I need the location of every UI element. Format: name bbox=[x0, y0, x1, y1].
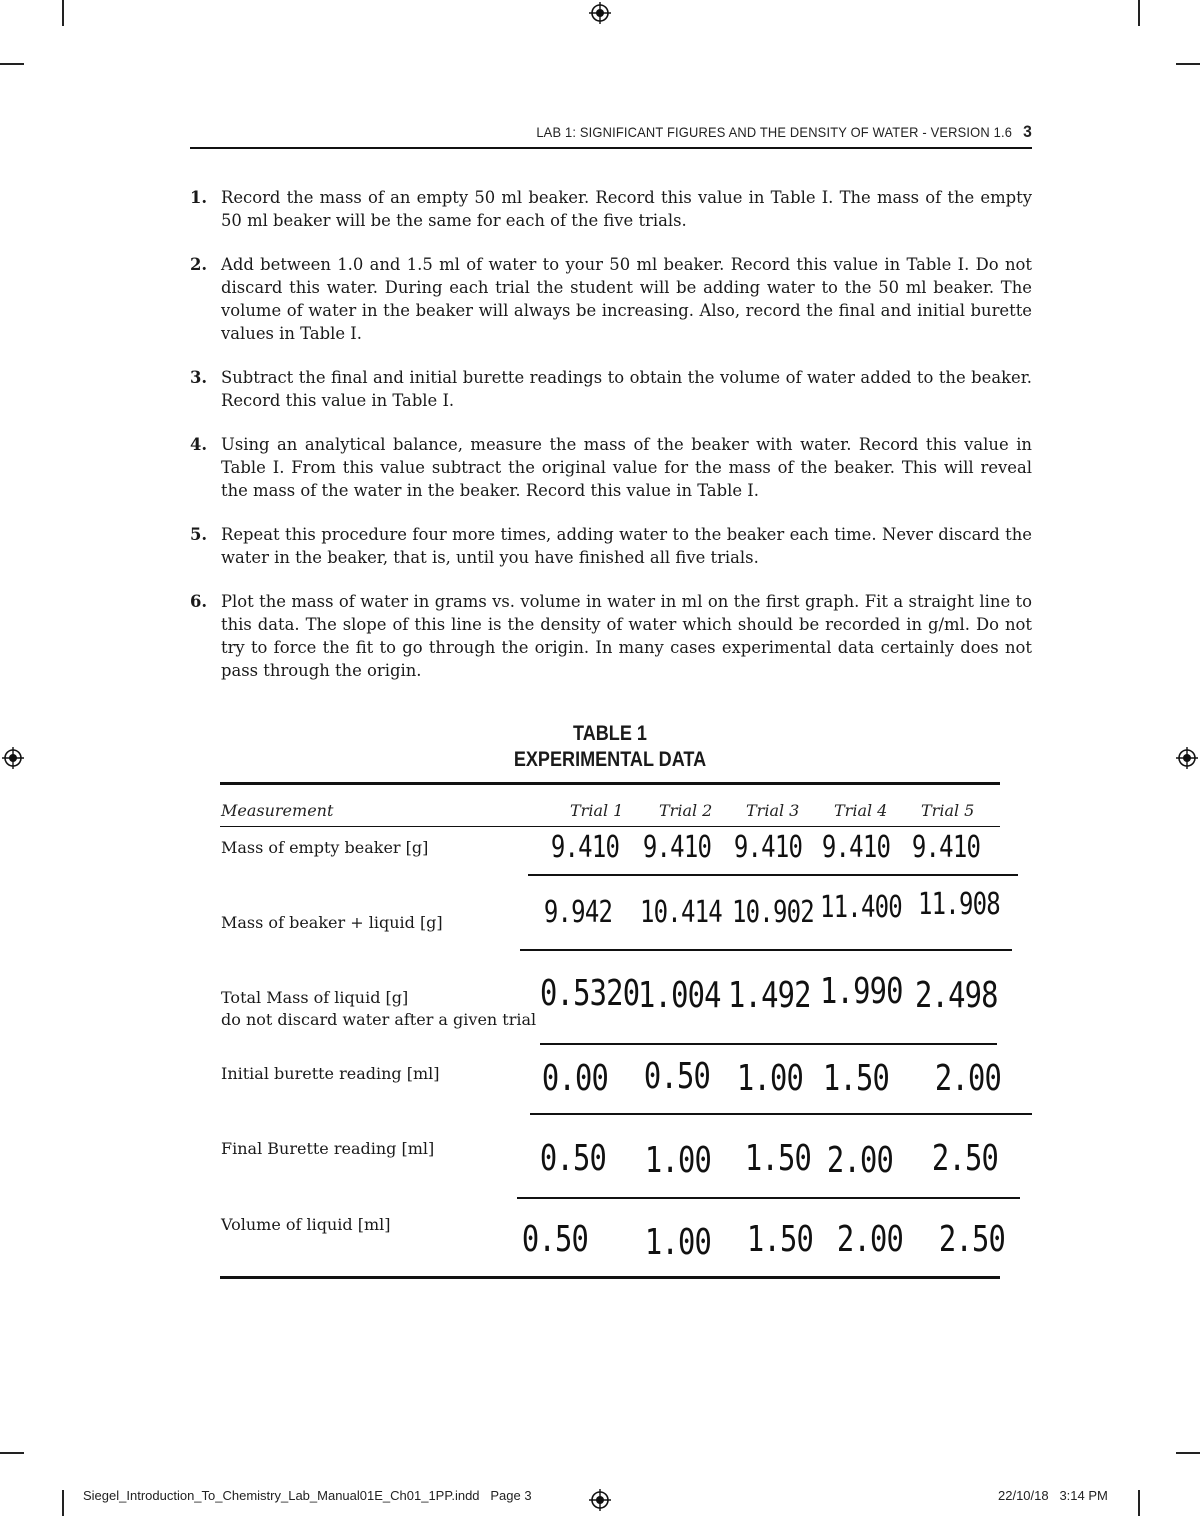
step-text: Record the mass of an empty 50 ml beaker. Record this value in Table I. The mass of the empty 50 ml beaker will be the same for each of the five trials. bbox=[221, 188, 1032, 230]
step-text: Add between 1.0 and 1.5 ml of water to your 50 ml beaker. Record this value in Table I. Do not discard this water. During each trial the student will be adding water to the 50 ml beaker. The volume of water in the beaker will always be increasing. Also, record the final and initial burette values in Table I. bbox=[221, 255, 1032, 343]
table-cell-value: 10.902 bbox=[732, 895, 814, 930]
page-number: 3 bbox=[1023, 122, 1032, 141]
table-cell-value: 0.50 bbox=[521, 1219, 589, 1260]
step-number: 5. bbox=[190, 525, 208, 544]
procedure-step bbox=[190, 523, 1032, 569]
row-label: Mass of empty beaker [g] bbox=[221, 838, 429, 857]
registration-mark-icon bbox=[2, 747, 24, 769]
procedure-list bbox=[190, 186, 1032, 703]
table-top-rule bbox=[220, 782, 1000, 785]
table-cell-value: 1.00 bbox=[644, 1222, 712, 1263]
column-header-trial-5: Trial 5 bbox=[921, 801, 975, 820]
step-number: 3. bbox=[190, 368, 208, 387]
table-cell-value: 1.00 bbox=[644, 1140, 712, 1181]
crop-mark bbox=[1138, 1490, 1140, 1516]
table-cell-value: 9.942 bbox=[543, 895, 613, 930]
table-subtitle: EXPERIMENTAL DATA bbox=[513, 748, 707, 771]
table-cell-value: 0.00 bbox=[541, 1058, 609, 1099]
row-rule bbox=[540, 1043, 997, 1045]
column-header-trial-1: Trial 1 bbox=[570, 801, 624, 820]
table-cell-value: 1.990 bbox=[820, 971, 903, 1012]
crop-mark bbox=[62, 1490, 64, 1516]
step-number: 2. bbox=[190, 255, 208, 274]
step-text: Subtract the final and initial burette readings to obtain the volume of water added to the beaker. Record this value in Table I. bbox=[221, 368, 1032, 410]
crop-mark bbox=[1176, 1452, 1200, 1454]
table-title: TABLE 1 bbox=[573, 722, 647, 745]
table-cell-value: 2.498 bbox=[915, 975, 998, 1016]
table-cell-value: 2.00 bbox=[826, 1140, 894, 1181]
crop-mark bbox=[62, 0, 64, 26]
table-cell-value: 9.410 bbox=[642, 830, 712, 865]
step-number: 4. bbox=[190, 435, 208, 454]
row-label: Volume of liquid [ml] bbox=[221, 1215, 391, 1234]
table-bottom-rule bbox=[220, 1276, 1000, 1279]
row-label: Initial burette reading [ml] bbox=[221, 1064, 440, 1083]
table-cell-value: 2.50 bbox=[938, 1219, 1006, 1260]
registration-mark-icon bbox=[589, 2, 611, 24]
column-header-trial-4: Trial 4 bbox=[834, 801, 888, 820]
table-cell-value: 9.410 bbox=[733, 830, 803, 865]
procedure-step bbox=[190, 366, 1032, 412]
table-cell-value: 2.00 bbox=[836, 1219, 904, 1260]
row-rule bbox=[520, 949, 1012, 951]
footer-datetime: 22/10/18 3:14 PM bbox=[998, 1488, 1108, 1503]
table-cell-value: 11.400 bbox=[820, 890, 902, 925]
table-cell-value: 1.00 bbox=[736, 1058, 804, 1099]
header-rule bbox=[190, 147, 1032, 149]
crop-mark bbox=[0, 63, 24, 65]
step-number: 1. bbox=[190, 188, 208, 207]
table-cell-value: 2.00 bbox=[934, 1058, 1002, 1099]
table-cell-value: 1.50 bbox=[822, 1058, 890, 1099]
step-text: Repeat this procedure four more times, adding water to the beaker each time. Never discard the water in the beaker, that is, until you have finished all five trials. bbox=[221, 525, 1032, 567]
column-header-trial-2: Trial 2 bbox=[659, 801, 713, 820]
table-cell-value: 10.414 bbox=[640, 895, 722, 930]
row-rule bbox=[517, 1197, 1020, 1199]
row-label: Total Mass of liquid [g] bbox=[221, 988, 409, 1007]
row-label: Mass of beaker + liquid [g] bbox=[221, 913, 443, 932]
table-header-rule bbox=[220, 826, 1000, 827]
table-cell-value: 1.004 bbox=[638, 975, 721, 1016]
footer-file-info: Siegel_Introduction_To_Chemistry_Lab_Manual01E_Ch01_1PP.indd Page 3 bbox=[83, 1488, 532, 1503]
row-sublabel: do not discard water after a given trial bbox=[221, 1010, 537, 1029]
registration-mark-icon bbox=[589, 1489, 611, 1511]
row-rule bbox=[530, 1113, 1032, 1115]
table-cell-value: 0.50 bbox=[643, 1056, 711, 1097]
table-cell-value: 11.908 bbox=[918, 887, 1000, 922]
row-label: Final Burette reading [ml] bbox=[221, 1139, 435, 1158]
procedure-step bbox=[190, 186, 1032, 232]
table-cell-value: 0.5320 bbox=[540, 973, 640, 1014]
registration-mark-icon bbox=[1176, 747, 1198, 769]
step-text: Plot the mass of water in grams vs. volume in water in ml on the first graph. Fit a straight line to this data. The slope of this line is the density of water which should be recorded in g/ml. Do not try to force the fit to go through the origin. In many cases experimental data certainly does not pass through the origin. bbox=[221, 592, 1032, 680]
table-cell-value: 2.50 bbox=[931, 1138, 999, 1179]
table-cell-value: 9.410 bbox=[821, 830, 891, 865]
table-cell-value: 9.410 bbox=[911, 830, 981, 865]
row-rule bbox=[528, 874, 1018, 876]
table-cell-value: 1.50 bbox=[746, 1219, 814, 1260]
running-head-title: LAB 1: SIGNIFICANT FIGURES AND THE DENSITY OF WATER - VERSION 1.6 bbox=[536, 124, 1013, 140]
column-header-trial-3: Trial 3 bbox=[746, 801, 800, 820]
step-number: 6. bbox=[190, 592, 208, 611]
table-cell-value: 0.50 bbox=[539, 1138, 607, 1179]
procedure-step bbox=[190, 590, 1032, 682]
table-cell-value: 1.50 bbox=[744, 1138, 812, 1179]
table-cell-value: 1.492 bbox=[728, 975, 811, 1016]
procedure-step bbox=[190, 433, 1032, 502]
running-head bbox=[257, 122, 1032, 142]
procedure-step bbox=[190, 253, 1032, 345]
column-header-measurement: Measurement bbox=[221, 801, 334, 820]
table-cell-value: 9.410 bbox=[550, 830, 620, 865]
crop-mark bbox=[1138, 0, 1140, 26]
step-text: Using an analytical balance, measure the mass of the beaker with water. Record this value in Table I. From this value subtract the original value for the mass of the beaker. This will reveal the mass of the water in the beaker. Record this value in Table I. bbox=[221, 435, 1032, 500]
crop-mark bbox=[0, 1452, 24, 1454]
crop-mark bbox=[1176, 63, 1200, 65]
